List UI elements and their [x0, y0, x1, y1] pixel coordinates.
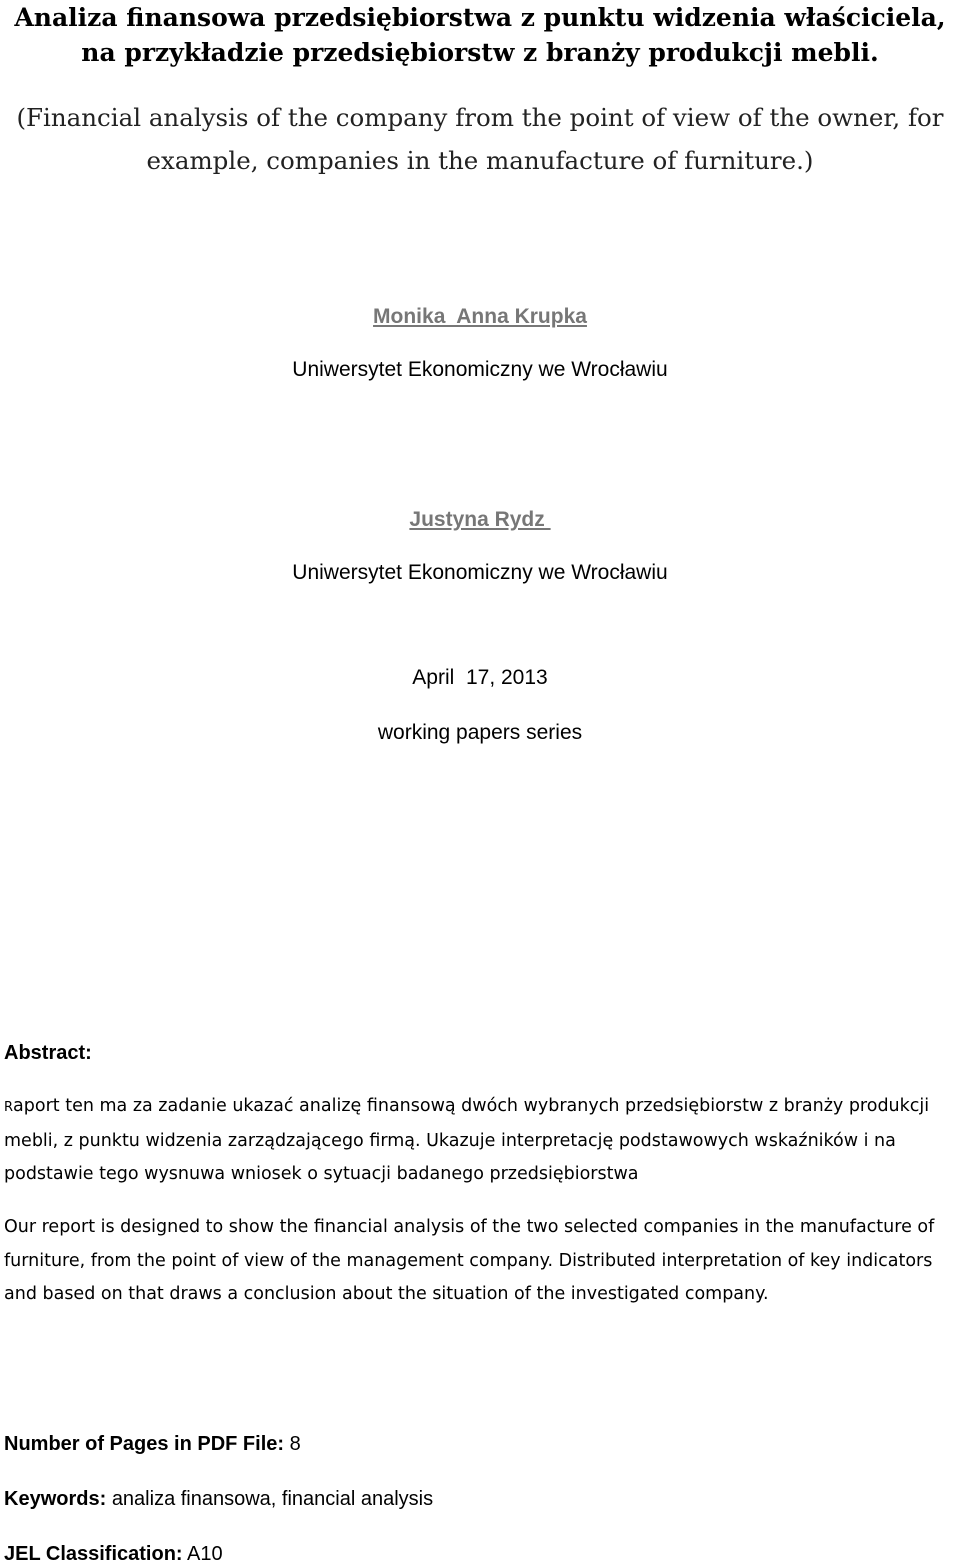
jel-label: JEL Classification: [4, 1543, 183, 1565]
pages-label: Number of Pages in PDF File: [4, 1433, 285, 1455]
title-polish-line-2: na przykładzie przedsiębiorstw z branży produkcji mebli. [81, 38, 879, 67]
jel-classification [4, 1541, 223, 1567]
abstract-polish-text: aport ten ma za zadanie ukazać analizę finansową dwóch wybranych przedsiębiorstw z branży produkcji mebli, z punktu widzenia zarządzającego firmą. Ukazuje interpretację podstawowych wskaźników i na podstawie tego wysnuwa wniosek o sytuacji badanego przedsiębiorstwa [4, 1096, 930, 1184]
paper-title-polish [0, 0, 960, 70]
author-1-affiliation: Uniwersytet Ekonomiczny we Wrocławiu [292, 358, 668, 381]
keywords-label: Keywords: [4, 1488, 107, 1510]
keywords [4, 1486, 433, 1512]
title-english-line-1: (Financial analysis of the company from the point of view of the owner, for [16, 103, 944, 132]
title-english-line-2: example, companies in the manufacture of furniture.) [146, 146, 814, 175]
paper-title-english [0, 96, 960, 182]
abstract-english: Our report is designed to show the financial analysis of the two selected companies in the manufacture of furniture, from the point of view of the management company. Distributed interpretation of key indicators and based on that draws a conclusion about the situation of the investigated company. [4, 1217, 935, 1304]
title-polish-line-1: Analiza finansowa przedsiębiorstwa z punktu widzenia właściciela, [14, 3, 946, 32]
jel-value: A10 [187, 1543, 223, 1565]
author-1-name[interactable]: Monika Anna Krupka [373, 305, 587, 328]
publication-date: April 17, 2013 [412, 666, 548, 689]
abstract-heading: Abstract: [4, 1042, 92, 1064]
author-2-affiliation: Uniwersytet Ekonomiczny we Wrocławiu [292, 561, 668, 584]
pages-count [4, 1431, 301, 1457]
pages-value: 8 [289, 1433, 301, 1455]
author-2-name[interactable]: Justyna Rydz [409, 508, 551, 531]
series-label: working papers series [377, 721, 583, 744]
abstract-polish-first-letter: R [4, 1100, 14, 1115]
abstract-polish [4, 1090, 944, 1192]
keywords-value: analiza finansowa, financial analysis [111, 1488, 434, 1510]
